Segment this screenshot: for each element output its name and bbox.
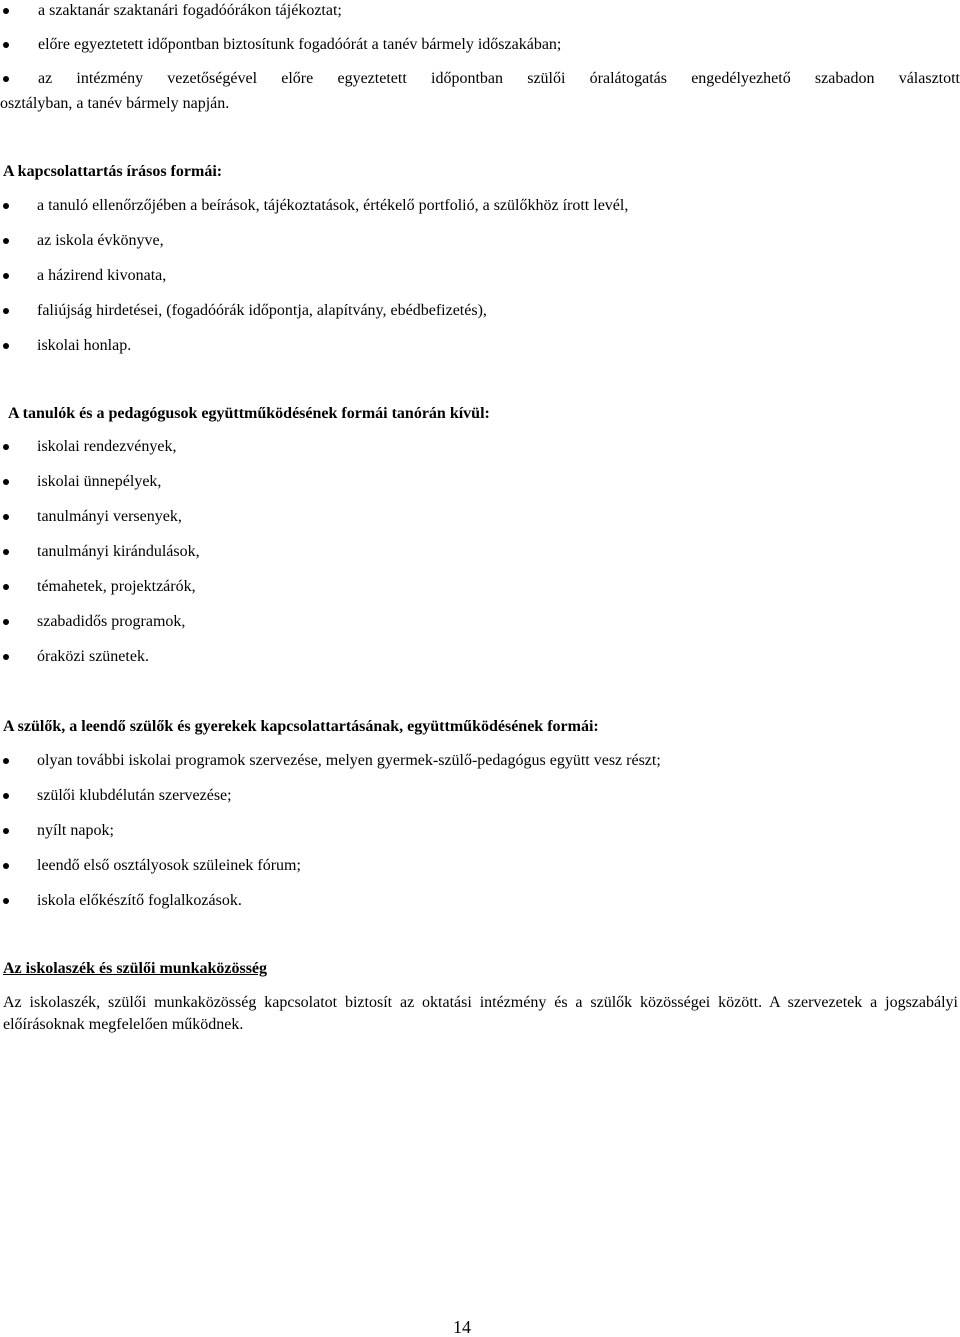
list-item-text: a szaktanár szaktanári fogadóórákon tájékoztat; [38,2,342,19]
bullet-icon [3,479,9,485]
list-item-text: a tanuló ellenőrzőjében a beírások, tájékoztatások, értékelő portfolió, a szülőkhöz írott levél, [37,197,629,214]
list-item [0,820,940,855]
list-item-text: témahetek, projektzárók, [37,578,196,595]
list-item-text: szabadidős programok, [37,613,186,630]
list-item [0,785,940,820]
list-item-text: a házirend kivonata, [37,267,167,284]
bullet-icon [3,793,9,799]
list-item-text: leendő első osztályosok szüleinek fórum; [37,857,301,874]
section-heading-cooperation: A tanulók és a pedagógusok együttműködésének formái tanórán kívül: [8,405,490,422]
list-item-text: olyan további iskolai programok szervezése, melyen gyermek-szülő-pedagógus együtt vesz részt; [37,752,661,769]
cooperation-forms-list [0,436,940,681]
list-item [0,576,940,611]
bullet-icon [3,42,9,48]
bullet-icon [3,273,9,279]
list-item-text: nyílt napok; [37,822,114,839]
page-number: 14 [453,1317,471,1337]
bullet-icon [3,8,9,14]
section-heading-parents: A szülők, a leendő szülők és gyerekek kapcsolattartásának, együttműködésének formái: [3,718,599,735]
bullet-icon [3,863,9,869]
written-forms-list [0,195,940,370]
bullet-icon [3,444,9,450]
list-item [0,646,940,681]
list-item-text: iskolai rendezvények, [37,438,177,455]
bullet-icon [3,203,9,209]
list-item [0,855,940,890]
list-item [0,0,960,34]
list-item-text: óraközi szünetek. [37,648,149,665]
list-item-text: az intézmény vezetőségével előre egyeztetett időpontban szülői óralátogatás engedélyezhető szabadon választott [38,70,960,87]
section-heading-written: A kapcsolattartás írásos formái: [3,163,223,180]
list-item [0,436,940,471]
list-item-text: tanulmányi kirándulások, [37,543,200,560]
bullet-icon [3,514,9,520]
bullet-icon [3,584,9,590]
bullet-icon [3,758,9,764]
bullet-icon [3,654,9,660]
list-item-text: az iskola évkönyve, [37,232,164,249]
list-item-text: iskolai honlap. [37,337,132,354]
bullet-icon [3,238,9,244]
section-heading-board: Az iskolaszék és szülői munkaközösség [3,960,268,977]
list-item [0,335,940,370]
list-item-text: iskolai ünnepélyek, [37,473,162,490]
list-item [0,750,940,785]
list-item [0,195,940,230]
list-item [0,471,940,506]
list-item-text: előre egyeztetett időpontban biztosítunk fogadóórát a tanév bármely időszakában; [38,36,562,53]
list-item [0,611,940,646]
list-item-text-continuation: osztályban, a tanév bármely napján. [0,95,230,112]
bullet-icon [3,308,9,314]
list-item-text: iskola előkészítő foglalkozások. [37,892,242,909]
list-item [0,890,940,925]
bullet-icon [3,619,9,625]
list-item-text: tanulmányi versenyek, [37,508,182,525]
bullet-icon [3,343,9,349]
list-item [0,34,960,68]
bullet-icon [3,828,9,834]
board-paragraph: Az iskolaszék, szülői munkaközösség kapcsolatot biztosít az oktatási intézmény és a szülők közösségei között. A szervezetek a jogszabályi előírásoknak megfelelően működnek. [3,994,958,1033]
list-item-text: szülői klubdélután szervezése; [37,787,232,804]
bullet-icon [3,549,9,555]
list-item [0,68,960,115]
list-item [0,506,940,541]
list-item [0,230,940,265]
bullet-icon [3,898,9,904]
list-item [0,541,940,576]
top-bullet-list [0,0,960,115]
list-item [0,265,940,300]
bullet-icon [3,76,9,82]
list-item-text: faliújság hirdetései, (fogadóórák időpontja, alapítvány, ebédbefizetés), [37,302,487,319]
list-item [0,300,940,335]
parents-forms-list [0,750,940,925]
